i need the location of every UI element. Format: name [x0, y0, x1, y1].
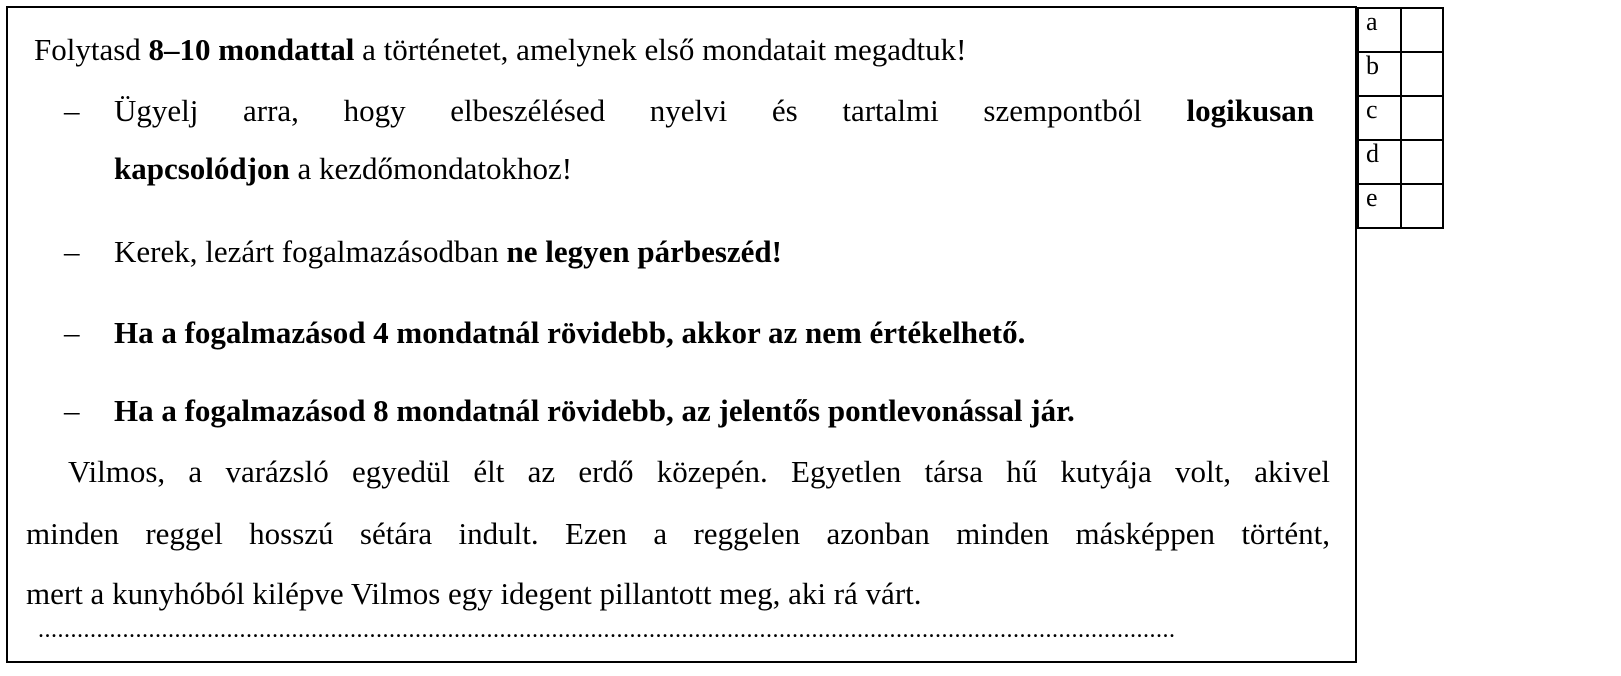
story-line-1: Vilmos, a varázsló egyedül élt az erdő közepén. Egyetlen társa hű kutyája volt, akivel — [68, 454, 1330, 489]
answer-line[interactable]: ............................................................................................................................................................................... — [38, 617, 1176, 643]
score-label: c — [1358, 96, 1401, 140]
story-line-2: minden reggel hosszú sétára indult. Ezen a reggelen azonban minden másképpen történt, — [26, 516, 1330, 551]
story-line-3: mert a kunyhóból kilépve Vilmos egy idegent pillantott meg, aki rá várt. — [26, 576, 922, 611]
rule-logical-connection: – Ügyelj arra, hogy elbeszélésed nyelvi és tartalmi szempontból logikusan kapcsolódjon a kezdőmondatokhoz! — [64, 93, 1314, 186]
score-row — [1358, 140, 1443, 184]
score-label: e — [1358, 184, 1401, 228]
score-box[interactable] — [1401, 184, 1443, 228]
score-label: d — [1358, 140, 1401, 184]
dash-icon: – — [64, 234, 80, 269]
score-box[interactable] — [1401, 52, 1443, 96]
dash-icon: – — [64, 93, 80, 128]
score-box[interactable] — [1401, 8, 1443, 52]
score-box[interactable] — [1401, 96, 1443, 140]
dash-icon: – — [64, 315, 80, 350]
dash-icon: – — [64, 393, 80, 428]
score-grid — [1357, 7, 1444, 229]
score-row — [1358, 184, 1443, 228]
score-row — [1358, 8, 1443, 52]
instruction: Folytasd 8–10 mondattal a történetet, amelynek első mondatait megadtuk! — [34, 32, 967, 67]
score-label: b — [1358, 52, 1401, 96]
score-label: a — [1358, 8, 1401, 52]
score-row — [1358, 52, 1443, 96]
score-row — [1358, 96, 1443, 140]
score-box[interactable] — [1401, 140, 1443, 184]
